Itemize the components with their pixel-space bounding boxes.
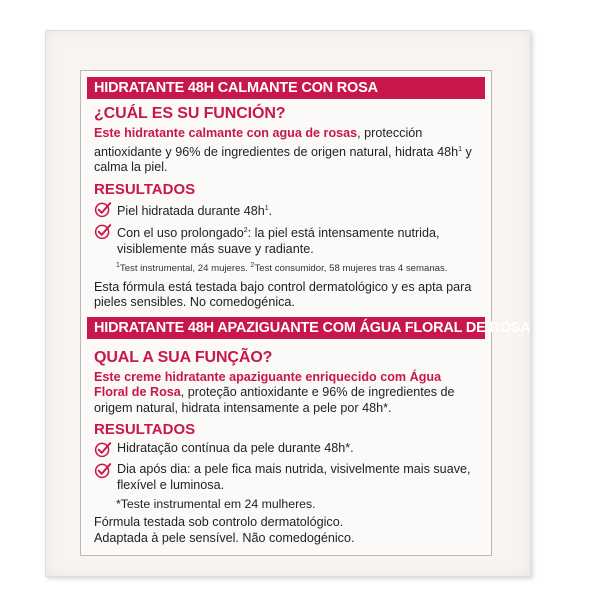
footnote-mark: 1 (264, 204, 269, 212)
section-pt (87, 339, 485, 547)
result2-es-b: : la piel está intensamente nutrida, visiblemente más suave y radiante. (117, 226, 440, 257)
result-item (94, 223, 478, 257)
result2-es-a: Con el uso prolongado (117, 226, 244, 241)
footnote-es (116, 262, 478, 274)
heading-es: ¿CUÁL ES SU FUNCIÓN? (94, 105, 286, 122)
footer-es: Esta fórmula está testada bajo control dermatológico y es apta para pieles sensibles. No comedogénica. (94, 279, 472, 310)
heading-pt: QUAL A SUA FUNÇÃO? (94, 348, 273, 366)
footer-pt-line2: Adaptada à pele sensível. Não comedogénico. (94, 530, 355, 545)
footer-pt-line1: Fórmula testada sob controlo dermatológico. (94, 515, 344, 530)
banner-es: HIDRATANTE 48H CALMANTE CON ROSA (87, 77, 485, 99)
result-item (94, 201, 478, 220)
section-es (87, 99, 485, 311)
footer-pt (94, 515, 478, 546)
footnote-es-a: Test instrumental, 24 mujeres. (119, 262, 251, 274)
label-panel (80, 70, 531, 556)
check-circle-icon (94, 461, 112, 479)
result1-pt: Hidratação contínua da pele durante 48h*. (117, 441, 354, 456)
description-es-text: , protección antioxidante y 96% de ingredientes de origen natural, hidrata 48h (94, 126, 459, 159)
result-item (94, 441, 478, 458)
results-title-pt: RESULTADOS (94, 421, 196, 439)
footnote-mark: 2 (250, 261, 255, 269)
description-es-highlight: Este hidratante calmante con agua de rosas (94, 126, 358, 140)
description-pt (94, 370, 478, 417)
result1-es-end: . (268, 203, 273, 218)
footnote-mark: 1 (116, 261, 120, 269)
check-circle-icon (94, 222, 112, 240)
description-pt-highlight: Este creme hidratante apaziguante enriquecido com Água Floral de Rosa (94, 369, 442, 400)
description-es (94, 126, 478, 176)
result-item (94, 462, 478, 493)
description-pt-text: , proteção antioxidante e 96% de ingredientes de origem natural, hidrata intensamente a pele por 48h*. (94, 385, 455, 415)
footnote-pt: *Teste instrumental em 24 mulheres. (116, 497, 316, 512)
check-circle-icon (94, 200, 112, 218)
result1-es: Piel hidratada durante 48h (117, 203, 265, 218)
result2-pt: Dia após dia: a pele fica mais nutrida, visivelmente mais suave, flexível e luminosa. (117, 462, 471, 492)
check-circle-icon (94, 440, 112, 458)
footnote-mark: 1 (458, 145, 462, 153)
results-title-es: RESULTADOS (94, 180, 196, 198)
footnote-es-b: Test consumidor, 58 mujeres tras 4 semanas. (254, 262, 448, 274)
banner-pt: HIDRATANTE 48H APAZIGUANTE COM ÁGUA FLORAL DE ROSA (87, 317, 485, 339)
description-es-end: y calma la piel. (94, 144, 472, 175)
footnote-mark: 2 (243, 227, 248, 235)
